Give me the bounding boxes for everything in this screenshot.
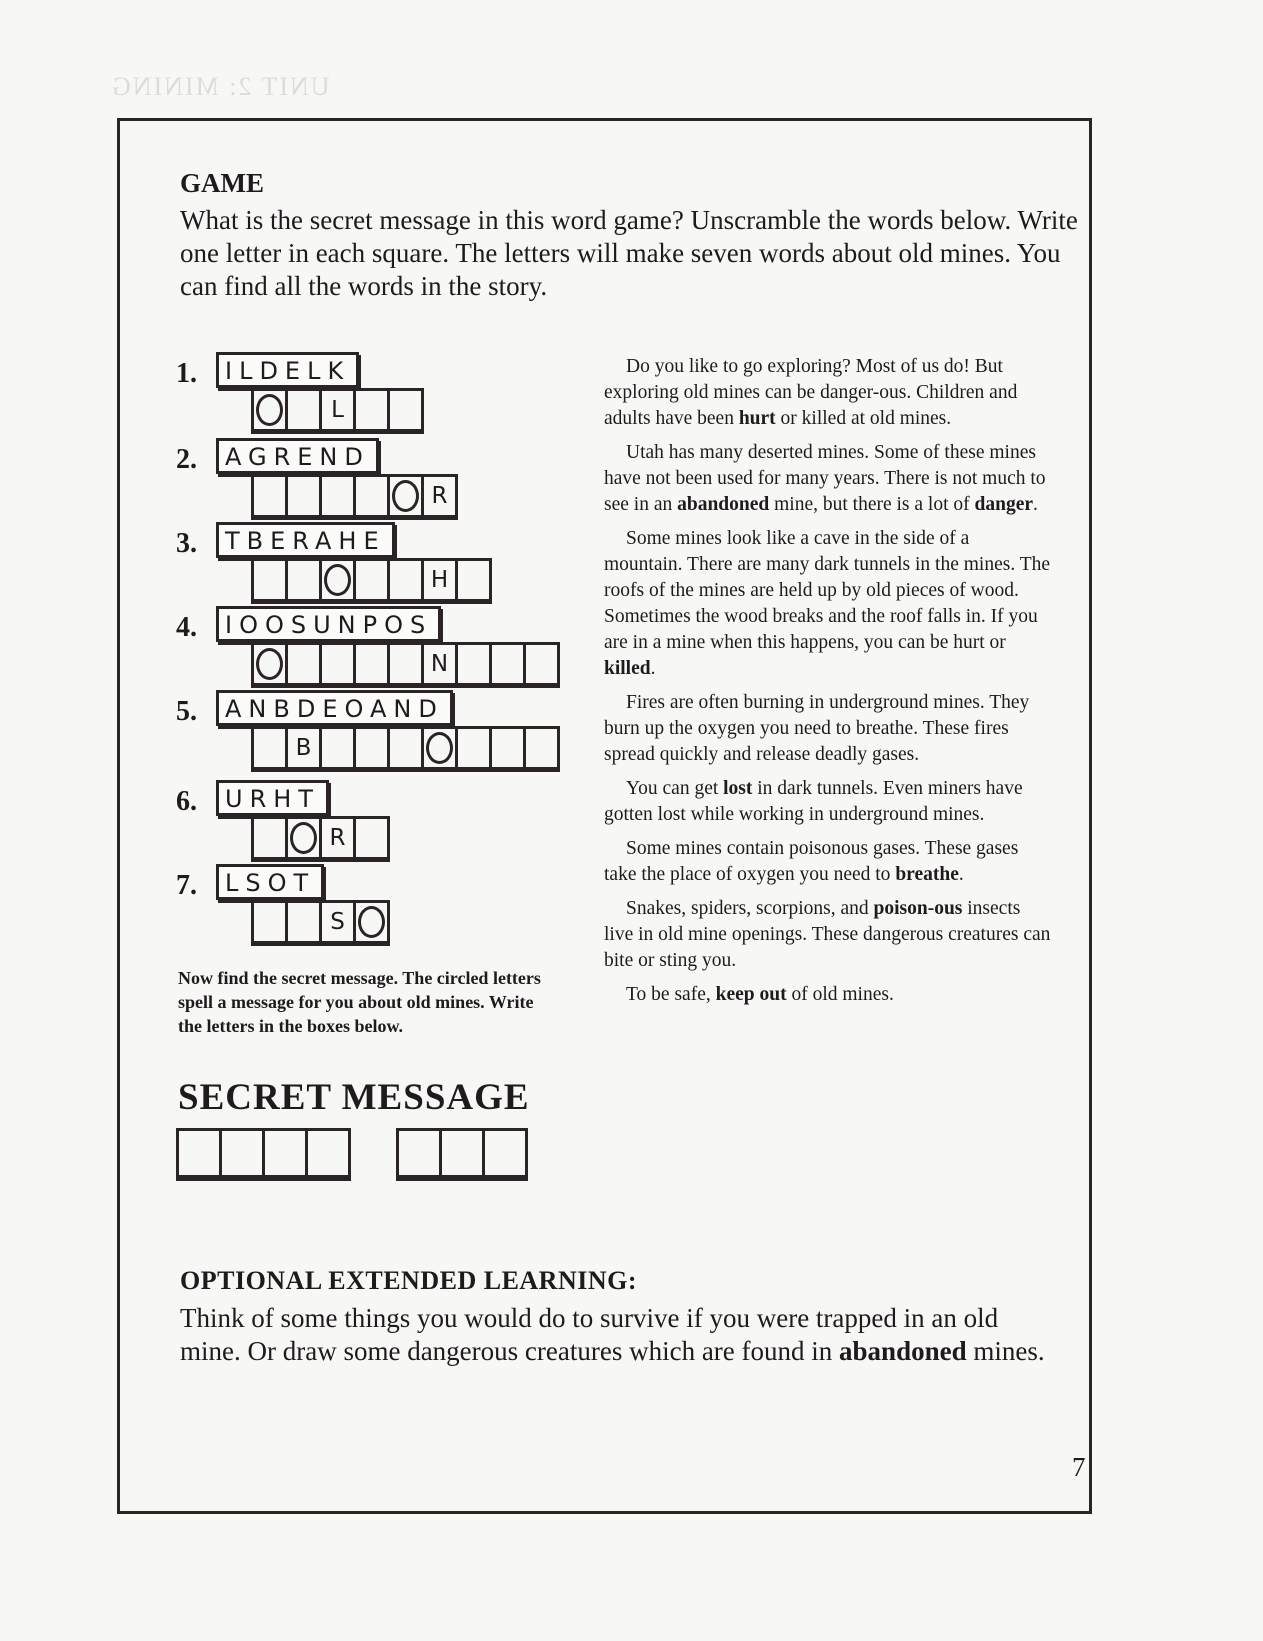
story-text (604, 354, 1052, 1016)
letter-box[interactable] (288, 558, 322, 599)
letter-box[interactable] (288, 474, 322, 515)
story-text-run: . (958, 864, 964, 885)
story-text-run: in dark tunnels. Even miners have gotten lost while working in underground mines. (604, 778, 1023, 825)
letter-box[interactable] (356, 642, 390, 683)
story-paragraph (604, 690, 1052, 768)
scrambled-word: IOOSUNPOS (216, 606, 441, 642)
circled-letter-box[interactable] (254, 388, 288, 429)
scrambled-word: URHT (216, 780, 329, 816)
mirrored-header-bleedthrough: UNIT 2: MINING (110, 72, 330, 101)
letter-box[interactable] (288, 388, 322, 429)
story-text-run: Some mines contain poisonous gases. These gases take the place of oxygen you need to (604, 838, 1019, 885)
letter-box[interactable]: B (288, 726, 322, 767)
story-text-run: insects live in old mine openings. These dangerous creatures can bite or sting you. (604, 898, 1051, 971)
optional-text-end: mines. (966, 1336, 1045, 1366)
letter-box[interactable] (356, 558, 390, 599)
letter-box[interactable] (492, 726, 526, 767)
letter-box[interactable] (254, 900, 288, 941)
story-paragraph (604, 354, 1052, 432)
story-text-run: Snakes, spiders, scorpions, and (626, 898, 874, 919)
letter-box[interactable] (390, 388, 424, 429)
puzzle-number: 4. (176, 612, 197, 643)
circled-letter-box[interactable] (322, 558, 356, 599)
puzzle-number: 6. (176, 786, 197, 817)
story-text-run: Some mines look like a cave in the side of a mountain. There are many dark tunnels in the mines. The roofs of the mines are held up by old pieces of wood. Sometimes the wood breaks and the roof falls in. If you are in a mine when this happens, you can be hurt or (604, 528, 1051, 653)
letter-box[interactable] (254, 474, 288, 515)
secret-letter-box[interactable] (222, 1128, 265, 1175)
letter-box[interactable] (254, 558, 288, 599)
scrambled-word: TBERAHE (216, 522, 395, 558)
page-number: 7 (1072, 1452, 1086, 1482)
answer-boxes (251, 558, 492, 604)
letter-box[interactable] (322, 642, 356, 683)
bold-keyword: keep out (715, 984, 787, 1005)
secret-word-1-boxes[interactable] (176, 1128, 351, 1181)
scrambled-word: ANBDEOAND (216, 690, 453, 726)
answer-boxes (251, 900, 390, 946)
letter-box[interactable]: N (424, 642, 458, 683)
secret-instructions: Now find the secret message. The circled letters spell a message for you about old mines. Write the letters in the boxes below. (178, 968, 541, 1036)
answer-boxes (251, 726, 560, 772)
story-text-run: You can get (626, 778, 724, 799)
answer-boxes (251, 388, 424, 434)
bold-keyword: abandoned (677, 494, 770, 515)
answer-boxes (251, 816, 390, 862)
game-intro-text: What is the secret message in this word game? Unscramble the words below. Write one letter in each square. The letters will make seven words about old mines. You can find all the words in the story. (180, 205, 1078, 301)
story-text-run: mine, but there is a lot of (769, 494, 975, 515)
scrambled-word: LSOT (216, 864, 324, 900)
bold-keyword: lost (723, 778, 753, 799)
letter-box[interactable] (322, 726, 356, 767)
story-text-run: of old mines. (786, 984, 894, 1005)
bold-keyword: killed (604, 658, 651, 679)
bold-keyword: poison-ous (873, 898, 963, 919)
letter-box[interactable] (356, 726, 390, 767)
letter-box[interactable] (390, 642, 424, 683)
story-text-run: Utah has many deserted mines. Some of these mines have not been used for many years. There is not much to see in an (604, 442, 1046, 515)
circled-letter-box[interactable] (390, 474, 424, 515)
bold-keyword: danger (974, 494, 1033, 515)
game-intro (180, 204, 1080, 303)
story-text-run: To be safe, (626, 984, 716, 1005)
letter-box[interactable] (356, 474, 390, 515)
story-text-run: Do you like to go exploring? Most of us do! But exploring old mines can be danger-ous. Children and adults have been (604, 356, 1018, 429)
answer-boxes (251, 642, 560, 688)
letter-box[interactable] (288, 642, 322, 683)
letter-box[interactable] (356, 816, 390, 857)
optional-text-bold: abandoned (839, 1336, 967, 1366)
secret-letter-box[interactable] (399, 1128, 442, 1175)
secret-letter-box[interactable] (442, 1128, 485, 1175)
letter-box[interactable] (322, 474, 356, 515)
letter-box[interactable] (458, 726, 492, 767)
story-paragraph (604, 982, 1052, 1008)
story-paragraph (604, 896, 1052, 974)
story-text-run: Fires are often burning in underground mines. They burn up the oxygen you need to breathe. These fires spread quickly and release deadly gases. (604, 692, 1030, 765)
story-paragraph (604, 776, 1052, 828)
letter-box[interactable]: R (424, 474, 458, 515)
optional-text-start: Think of some things you would do to survive if you were trapped in an old mine. Or draw some dangerous creatures which are found in (180, 1303, 999, 1366)
scrambled-word: ILDELK (216, 352, 359, 388)
story-text-run: . (650, 658, 656, 679)
story-paragraph (604, 836, 1052, 888)
secret-word-2-boxes[interactable] (396, 1128, 528, 1181)
letter-box[interactable] (458, 642, 492, 683)
letter-box[interactable] (288, 900, 322, 941)
secret-message-title: SECRET MESSAGE (178, 1077, 530, 1118)
answer-boxes (251, 474, 458, 520)
story-paragraph (604, 440, 1052, 518)
secret-letter-box[interactable] (308, 1128, 351, 1175)
letter-box[interactable]: R (322, 816, 356, 857)
story-text-run: . (1033, 494, 1038, 515)
puzzle-number: 2. (176, 444, 197, 475)
letter-box[interactable]: L (322, 388, 356, 429)
scrambled-word: AGREND (216, 438, 379, 474)
letter-box[interactable] (526, 642, 560, 683)
puzzle-number: 3. (176, 528, 197, 559)
letter-box[interactable] (254, 816, 288, 857)
secret-letter-box[interactable] (179, 1128, 222, 1175)
letter-box[interactable] (254, 726, 288, 767)
letter-box[interactable] (390, 558, 424, 599)
letter-box[interactable] (492, 642, 526, 683)
puzzle-number: 1. (176, 358, 197, 389)
optional-text (180, 1302, 1060, 1368)
letter-box[interactable] (390, 726, 424, 767)
secret-letter-box[interactable] (265, 1128, 308, 1175)
letter-box[interactable] (356, 388, 390, 429)
story-text-run: or killed at old mines. (775, 408, 952, 429)
circled-letter-box[interactable] (424, 726, 458, 767)
story-paragraph (604, 526, 1052, 682)
letter-box[interactable]: S (322, 900, 356, 941)
optional-title: OPTIONAL EXTENDED LEARNING: (180, 1266, 638, 1295)
circled-letter-box[interactable] (254, 642, 288, 683)
secret-letter-box[interactable] (485, 1128, 528, 1175)
letter-box[interactable] (458, 558, 492, 599)
puzzle-number: 5. (176, 696, 197, 727)
letter-box[interactable]: H (424, 558, 458, 599)
letter-box[interactable] (526, 726, 560, 767)
puzzle-number: 7. (176, 870, 197, 901)
bold-keyword: hurt (738, 408, 776, 429)
circled-letter-box[interactable] (356, 900, 390, 941)
bold-keyword: breathe (895, 864, 959, 885)
game-title: GAME (180, 168, 264, 198)
circled-letter-box[interactable] (288, 816, 322, 857)
